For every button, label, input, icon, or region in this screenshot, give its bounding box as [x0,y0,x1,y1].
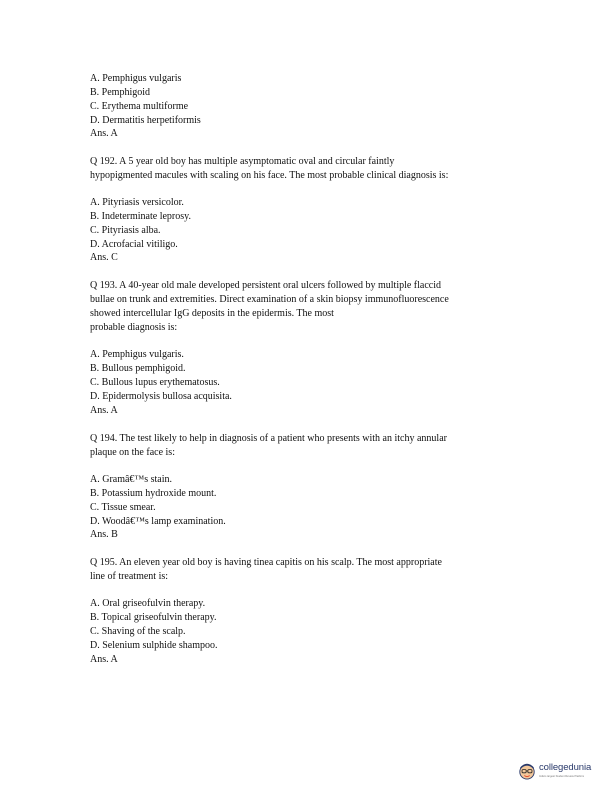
prev-option-c: C. Erythema multiforme [90,101,189,112]
question-stem-line: Q 195. An eleven year old boy is having tinea capitis on his scalp. The most appropriate [90,557,442,568]
option-b: B. Potassium hydroxide mount. [90,488,217,499]
prev-option-a: A. Pemphigus vulgaris [90,73,182,84]
option-a: A. Gramâ€™s stain. [90,474,173,485]
question-stem-line: probable diagnosis is: [90,322,178,333]
question-stem-line: Q 194. The test likely to help in diagnosis of a patient who presents with an itchy annular [90,433,447,444]
option-d: D. Epidermolysis bullosa acquisita. [90,391,232,402]
question-stem-line: bullae on trunk and extremities. Direct examination of a skin biopsy immunofluorescence [90,294,449,305]
prev-answer: Ans. A [90,128,118,139]
logo-name: collegedunia [539,762,592,773]
option-a: A. Pityriasis versicolor. [90,197,184,208]
question-stem-line: line of treatment is: [90,571,169,582]
prev-option-d: D. Dermatitis herpetiformis [90,115,201,126]
answer: Ans. B [90,529,118,540]
option-d: D. Acrofacial vitiligo. [90,239,178,250]
answer: Ans. C [90,252,118,263]
question-stem-line: hypopigmented macules with scaling on his face. The most probable clinical diagnosis is: [90,170,449,181]
mascot-icon [518,762,536,780]
option-a: A. Pemphigus vulgaris. [90,349,184,360]
option-b: B. Bullous pemphigoid. [90,363,186,374]
question-stem-line: plaque on the face is: [90,447,175,458]
option-c: C. Tissue smear. [90,502,156,513]
option-a: A. Oral griseofulvin therapy. [90,598,206,609]
option-c: C. Bullous lupus erythematosus. [90,377,220,388]
option-b: B. Topical griseofulvin therapy. [90,612,217,623]
question-stem-line: Q 192. A 5 year old boy has multiple asymptomatic oval and circular faintly [90,156,395,167]
logo-tagline: India's largest Student Review Platform [539,775,585,778]
option-d: D. Selenium sulphide shampoo. [90,640,218,651]
question-stem-line: showed intercellular IgG deposits in the epidermis. The most [90,308,334,319]
answer: Ans. A [90,405,118,416]
question-stem-line: Q 193. A 40-year old male developed persistent oral ulcers followed by multiple flaccid [90,280,442,291]
option-d: D. Woodâ€™s lamp examination. [90,516,226,527]
prev-option-b: B. Pemphigoid [90,87,151,98]
answer: Ans. A [90,654,118,665]
option-b: B. Indeterminate leprosy. [90,211,191,222]
option-c: C. Shaving of the scalp. [90,626,186,637]
option-c: C. Pityriasis alba. [90,225,161,236]
collegedunia-logo[interactable] [518,760,600,788]
